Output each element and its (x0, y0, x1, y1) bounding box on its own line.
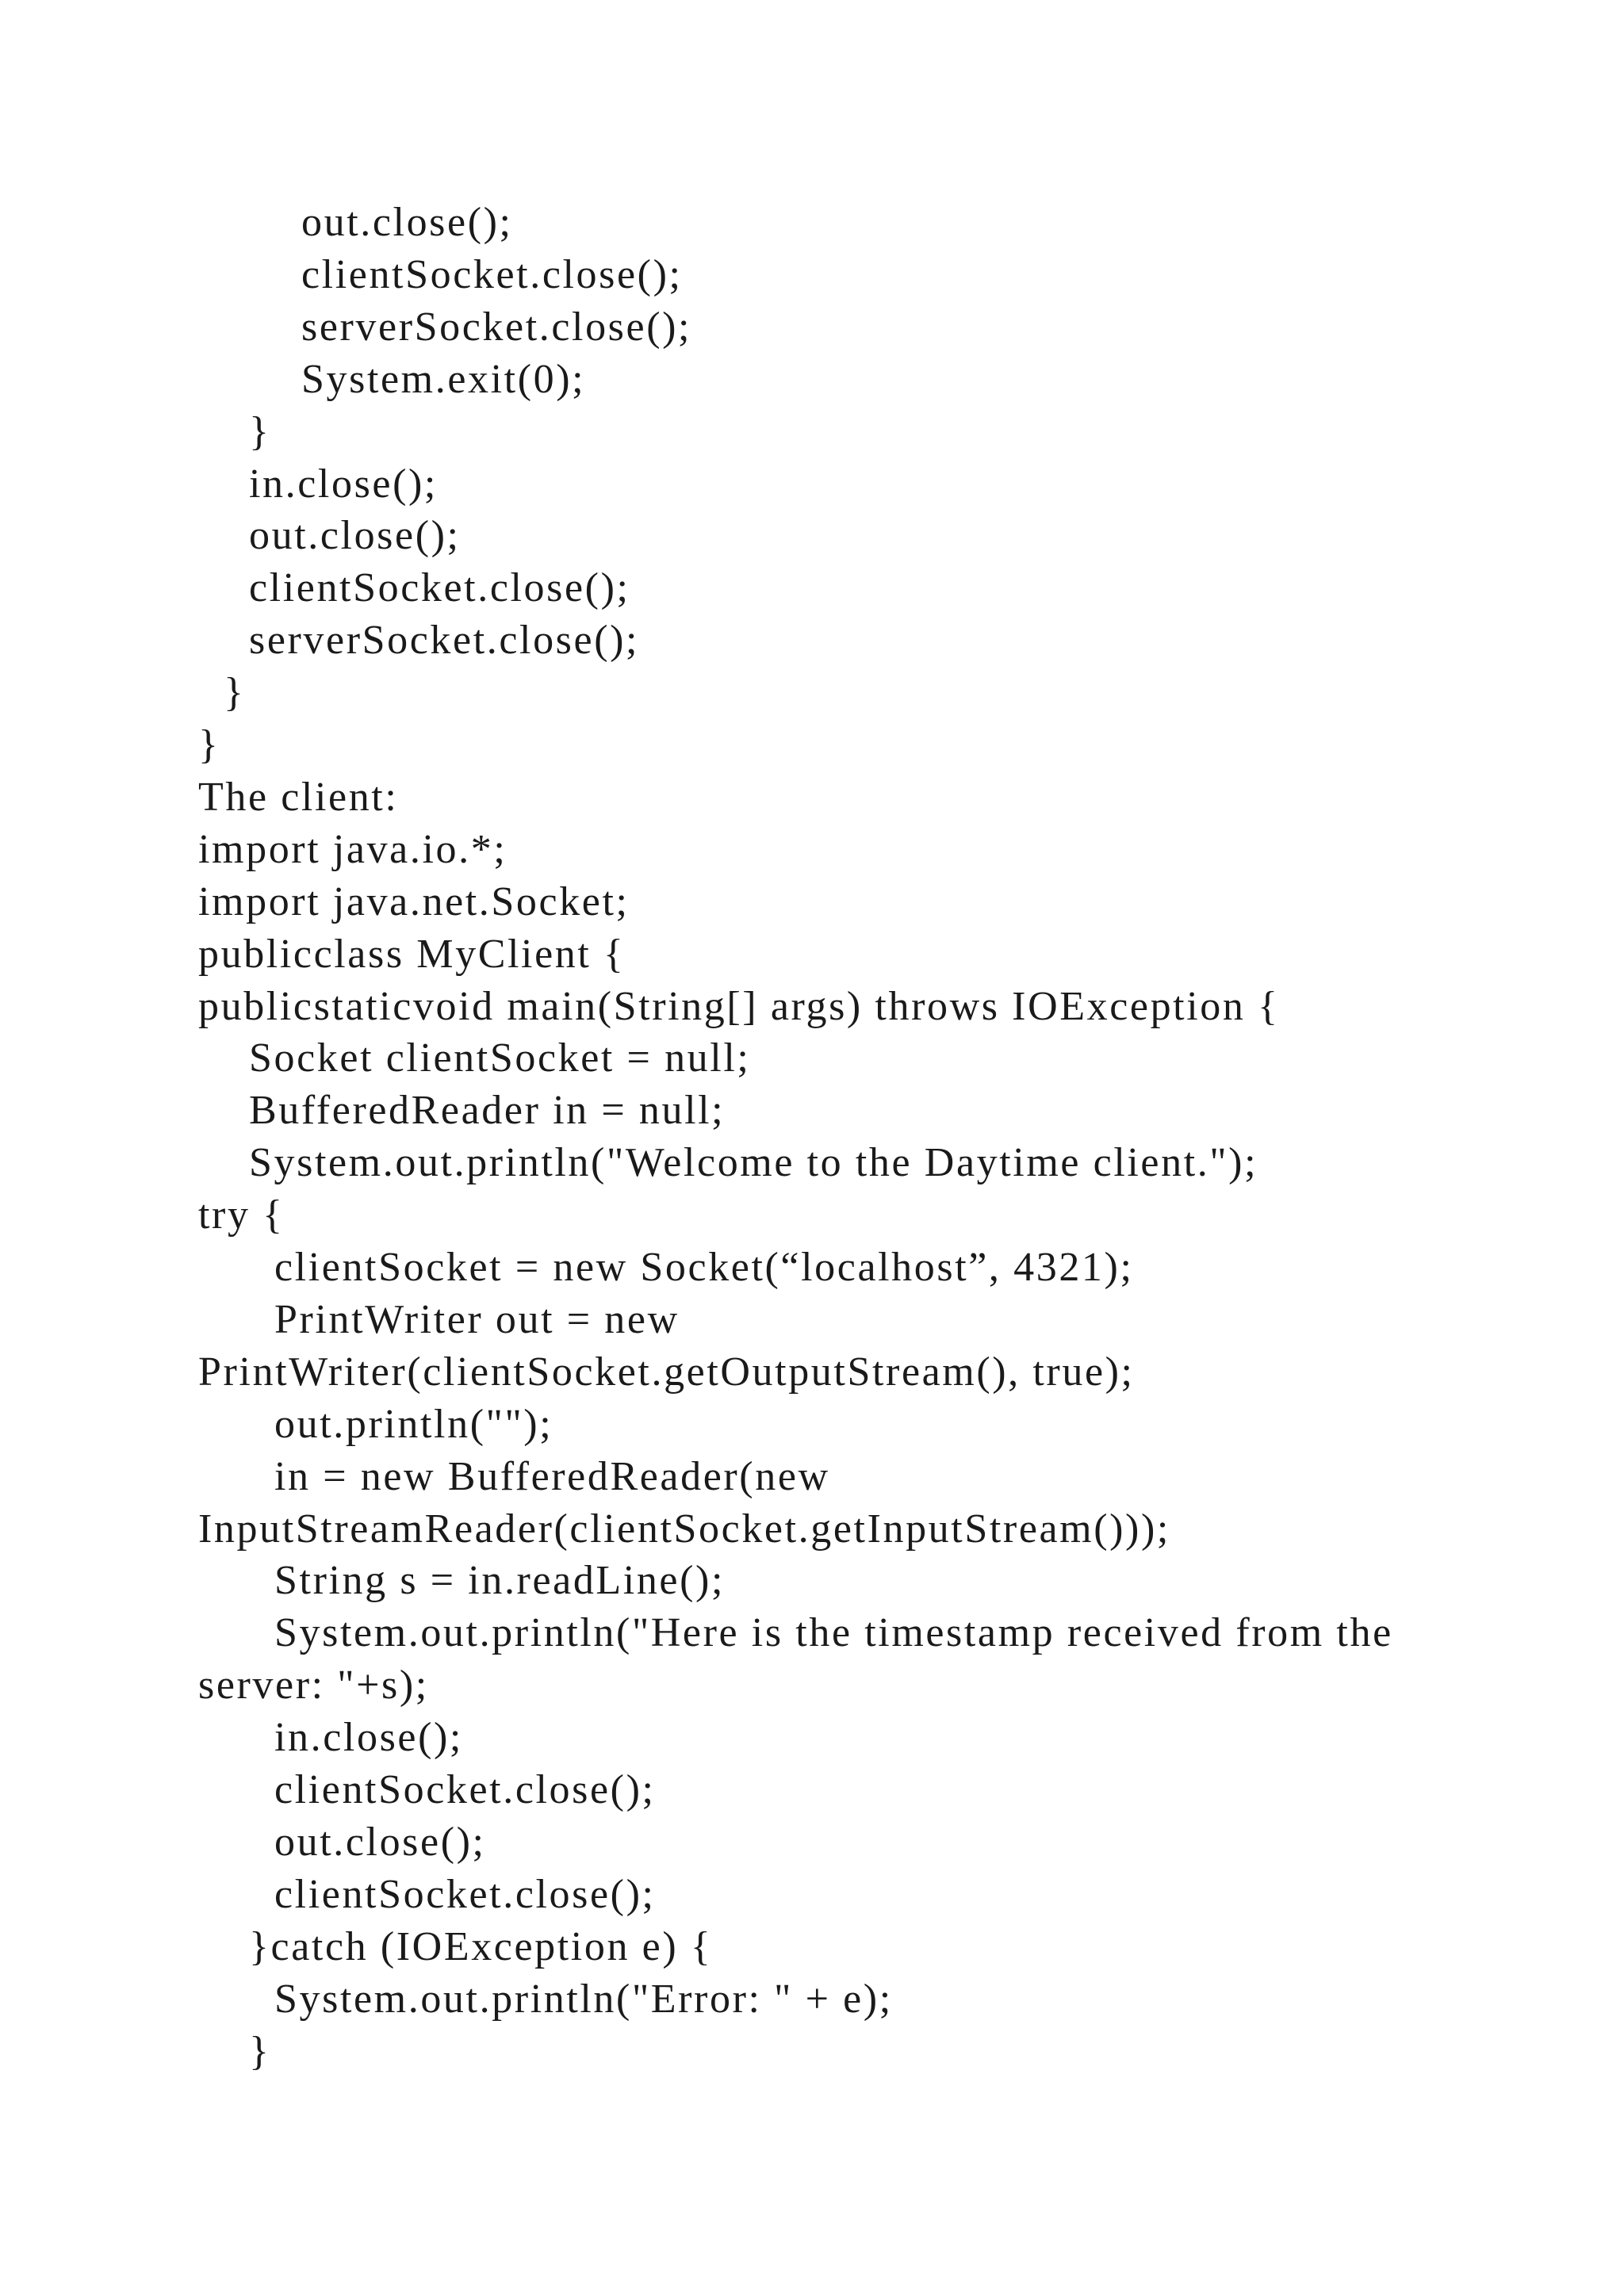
code-line: out.close(); (249, 513, 461, 558)
section-heading: The client: (198, 775, 399, 820)
code-line: serverSocket.close(); (249, 618, 640, 663)
code-line: } (224, 670, 246, 715)
code-line: in.close(); (274, 1715, 463, 1760)
code-line: } (249, 409, 271, 454)
code-line: System.exit(0); (301, 357, 586, 402)
code-line: PrintWriter(clientSocket.getOutputStream(), true); (198, 1349, 1135, 1395)
code-line: server: "+s); (198, 1663, 429, 1708)
code-line: clientSocket.close(); (274, 1767, 656, 1812)
code-line: BufferedReader in = null; (249, 1088, 726, 1133)
code-line: publicstaticvoid main(String[] args) throws IOException { (198, 984, 1280, 1029)
code-line: String s = in.readLine(); (274, 1558, 725, 1603)
code-line: out.println(""); (274, 1402, 553, 1447)
code-line: Socket clientSocket = null; (249, 1035, 751, 1081)
code-line: InputStreamReader(clientSocket.getInputStream())); (198, 1506, 1170, 1552)
code-line: } (249, 2029, 271, 2074)
code-line: } (198, 722, 220, 767)
code-line: in.close(); (249, 461, 438, 507)
code-line: clientSocket.close(); (274, 1872, 656, 1917)
code-line: out.close(); (301, 200, 513, 245)
code-line: try { (198, 1192, 285, 1238)
code-line: publicclass MyClient { (198, 932, 626, 977)
code-line: System.out.println("Welcome to the Daytime client."); (249, 1140, 1258, 1185)
code-line: PrintWriter out = new (274, 1297, 680, 1342)
code-line: clientSocket.close(); (301, 252, 683, 297)
code-line: clientSocket.close(); (249, 565, 630, 610)
code-line: clientSocket = new Socket(“localhost”, 4321); (274, 1245, 1134, 1290)
code-line: import java.net.Socket; (198, 879, 630, 924)
code-line: System.out.println("Here is the timestamp received from the (274, 1610, 1393, 1655)
code-line: in = new BufferedReader(new (274, 1454, 830, 1499)
code-line: }catch (IOException e) { (249, 1924, 713, 1969)
code-line: serverSocket.close(); (301, 304, 692, 350)
code-line: import java.io.*; (198, 827, 508, 872)
code-line: out.close(); (274, 1820, 486, 1865)
code-line: System.out.println("Error: " + e); (274, 1976, 893, 2022)
